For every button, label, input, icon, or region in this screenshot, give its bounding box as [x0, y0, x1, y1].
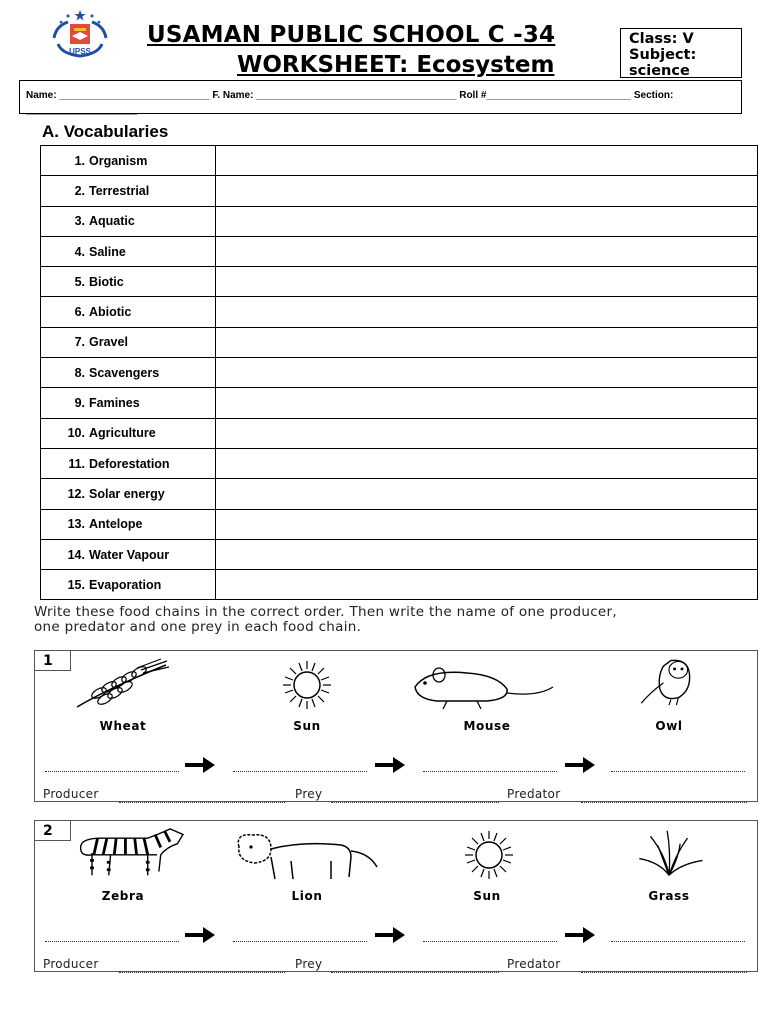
vocab-row [41, 236, 758, 266]
roll-label: Roll # [459, 90, 487, 101]
vocab-number: 7. [74, 335, 85, 350]
vocab-term: Deforestation [89, 456, 170, 471]
item-label: Sun [293, 719, 321, 733]
vocab-answer-cell[interactable] [216, 388, 758, 418]
arrow-right-icon [565, 927, 595, 943]
producer-label: Producer [43, 957, 99, 971]
prey-blank[interactable] [331, 802, 499, 803]
vocab-number: 5. [74, 274, 85, 289]
vocab-number: 14. [67, 547, 85, 562]
vocab-number: 8. [74, 365, 85, 380]
vocab-term: Water Vapour [89, 547, 170, 562]
prey-label: Prey [295, 787, 323, 801]
vocab-term-cell [41, 267, 216, 297]
vocab-answer-cell[interactable] [216, 418, 758, 448]
arrow-right-icon [565, 757, 595, 773]
vocab-answer-cell[interactable] [216, 479, 758, 509]
vocab-answer-cell[interactable] [216, 358, 758, 388]
vocab-answer-cell[interactable] [216, 176, 758, 206]
prey-label: Prey [295, 957, 323, 971]
answer-blank-4[interactable] [611, 771, 745, 772]
food-chain-box-1 [34, 650, 758, 802]
vocab-row [41, 206, 758, 236]
fname-label: F. Name: [212, 90, 254, 101]
school-logo [48, 8, 112, 64]
vocab-term-cell [41, 570, 216, 600]
item-label: Grass [648, 889, 690, 903]
answer-blank-1[interactable] [45, 941, 179, 942]
item-label: Lion [291, 889, 323, 903]
vocabulary-table [40, 145, 758, 600]
vocab-term-cell [41, 509, 216, 539]
owl-icon [619, 655, 719, 707]
section-blank[interactable]: ____________________ [26, 105, 138, 116]
food-chain-instruction: Write these food chains in the correct order. Then write the name of one producer, one predator and one prey in each food chain. [34, 604, 617, 635]
vocab-number: 2. [74, 183, 85, 198]
arrow-right-icon [375, 927, 405, 943]
vocab-number: 10. [67, 426, 85, 441]
predator-blank[interactable] [581, 802, 747, 803]
predator-label: Predator [507, 787, 561, 801]
predator-blank[interactable] [581, 972, 747, 973]
vocab-answer-cell[interactable] [216, 448, 758, 478]
sun-icon [257, 659, 357, 711]
vocab-row [41, 418, 758, 448]
vocab-term: Antelope [89, 517, 143, 532]
item-label: Owl [655, 719, 683, 733]
vocab-number: 6. [74, 305, 85, 320]
wheat-icon [71, 657, 171, 709]
vocab-answer-cell[interactable] [216, 146, 758, 176]
vocab-number: 4. [74, 244, 85, 259]
answer-blank-2[interactable] [233, 941, 367, 942]
vocab-term: Gravel [89, 335, 128, 350]
vocab-term: Abiotic [89, 305, 132, 320]
svg-text:UPSS: UPSS [69, 47, 91, 56]
vocab-term: Aquatic [89, 214, 135, 229]
vocab-term: Famines [89, 396, 140, 411]
prey-blank[interactable] [331, 972, 499, 973]
vocab-number: 12. [67, 486, 85, 501]
vocab-term-cell [41, 176, 216, 206]
producer-label: Producer [43, 787, 99, 801]
item-label: Wheat [99, 719, 147, 733]
vocab-term-cell [41, 418, 216, 448]
arrow-right-icon [185, 757, 215, 773]
vocab-row [41, 327, 758, 357]
vocab-row [41, 297, 758, 327]
item-label: Zebra [101, 889, 145, 903]
vocab-answer-cell[interactable] [216, 327, 758, 357]
fname-blank[interactable]: ____________________________________ [256, 90, 460, 101]
sun-icon [439, 829, 539, 881]
class-line: Class: V [629, 31, 694, 47]
answer-blank-3[interactable] [423, 941, 557, 942]
vocab-row [41, 448, 758, 478]
vocab-term-cell [41, 539, 216, 569]
vocab-answer-cell[interactable] [216, 570, 758, 600]
vocab-term: Evaporation [89, 577, 162, 592]
vocab-term-cell [41, 388, 216, 418]
grass-icon [619, 827, 719, 879]
vocab-row [41, 388, 758, 418]
item-label: Mouse [463, 719, 511, 733]
vocab-number: 3. [74, 214, 85, 229]
subject-value: science [629, 63, 690, 78]
vocab-answer-cell[interactable] [216, 297, 758, 327]
vocab-answer-cell[interactable] [216, 206, 758, 236]
vocab-term: Saline [89, 244, 126, 259]
vocab-number: 11. [68, 456, 85, 471]
vocab-answer-cell[interactable] [216, 539, 758, 569]
vocab-number: 15. [67, 577, 85, 592]
zebra-icon [69, 827, 193, 879]
vocab-answer-cell[interactable] [216, 267, 758, 297]
section-a-title: A. Vocabularies [42, 122, 169, 141]
vocab-row [41, 479, 758, 509]
student-info-box [19, 80, 742, 114]
name-label: Name: [26, 90, 57, 101]
arrow-right-icon [185, 927, 215, 943]
chain-number: 2 [35, 821, 71, 841]
class-subject-box [620, 28, 742, 78]
answer-blank-4[interactable] [611, 941, 745, 942]
vocab-term-cell [41, 146, 216, 176]
vocab-term-cell [41, 358, 216, 388]
vocab-term-cell [41, 236, 216, 266]
vocab-number: 9. [74, 396, 85, 411]
vocab-row [41, 539, 758, 569]
vocab-number: 13. [67, 517, 85, 532]
vocab-term-cell [41, 448, 216, 478]
vocab-row [41, 146, 758, 176]
vocab-term: Solar energy [89, 486, 165, 501]
worksheet-title: WORKSHEET: Ecosystem [237, 52, 555, 78]
mouse-icon [407, 661, 557, 713]
answer-blank-3[interactable] [423, 771, 557, 772]
vocab-term-cell [41, 327, 216, 357]
vocab-row [41, 509, 758, 539]
subject-line: Subject: [629, 47, 697, 63]
answer-blank-1[interactable] [45, 771, 179, 772]
vocab-term: Scavengers [89, 365, 160, 380]
item-label: Sun [473, 889, 501, 903]
name-blank[interactable]: ___________________________ [59, 90, 213, 101]
predator-label: Predator [507, 957, 561, 971]
roll-blank[interactable]: __________________________ [486, 90, 634, 101]
vocab-row [41, 358, 758, 388]
vocab-answer-cell[interactable] [216, 236, 758, 266]
vocab-term: Organism [89, 153, 148, 168]
vocab-number: 1. [74, 153, 85, 168]
vocab-row [41, 176, 758, 206]
answer-blank-2[interactable] [233, 771, 367, 772]
arrow-right-icon [375, 757, 405, 773]
vocab-term: Biotic [89, 274, 124, 289]
vocab-term-cell [41, 206, 216, 236]
vocab-row [41, 570, 758, 600]
vocab-term-cell [41, 297, 216, 327]
producer-blank[interactable] [119, 802, 285, 803]
lion-icon [231, 831, 381, 883]
chain-number: 1 [35, 651, 71, 671]
vocab-term: Terrestrial [89, 183, 150, 198]
vocab-term-cell [41, 479, 216, 509]
food-chain-box-2 [34, 820, 758, 972]
producer-blank[interactable] [119, 972, 285, 973]
vocab-answer-cell[interactable] [216, 509, 758, 539]
vocab-row [41, 267, 758, 297]
vocab-term: Agriculture [89, 426, 156, 441]
school-name: USAMAN PUBLIC SCHOOL C -34 [147, 22, 556, 48]
section-label: Section: [633, 90, 674, 101]
